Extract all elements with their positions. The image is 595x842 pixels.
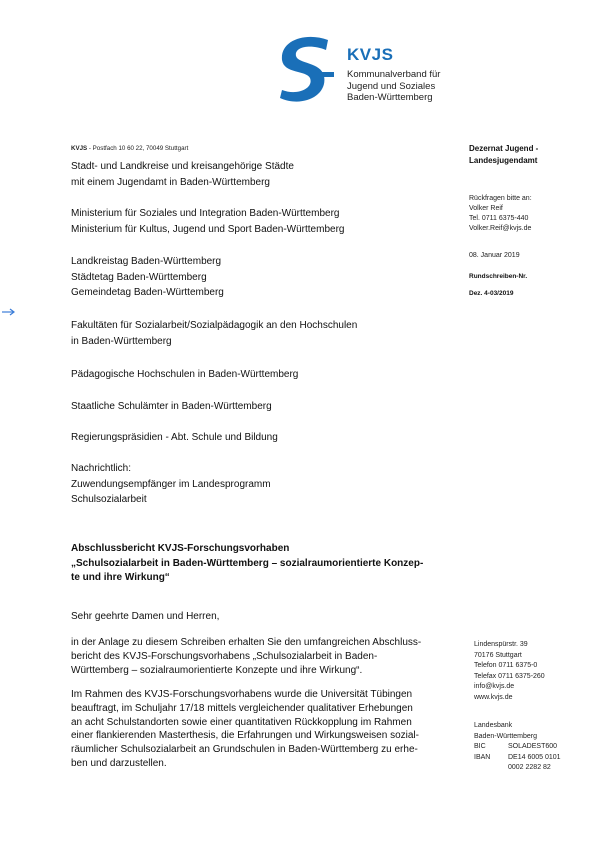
recipient-line: Ministerium für Soziales und Integration Baden-Württemberg — [71, 208, 340, 219]
fold-mark-arrow-icon — [2, 308, 16, 316]
brand-line-1: Kommunalverband für — [347, 69, 441, 80]
recipient-block-3 — [71, 254, 224, 301]
subject-line: te und ihre Wirkung“ — [71, 572, 170, 583]
recipient-line: Landkreistag Baden-Württemberg — [71, 256, 222, 267]
iban-value-1: DE14 6005 0101 — [508, 753, 561, 761]
circular-block — [469, 271, 527, 300]
org-address — [474, 640, 545, 703]
contact-phone: Tel. 0711 6375-440 — [469, 215, 529, 222]
recipient-line: Städtetag Baden-Württemberg — [71, 271, 207, 283]
recipient-line: Schulsozialarbeit — [71, 494, 147, 505]
brand-line-2: Jugend und Soziales — [347, 80, 436, 92]
body-line: Württemberg – sozialraumorientierte Konzepte und ihre Wirkung“. — [71, 664, 363, 676]
org-street: Lindenspürstr. 39 — [474, 641, 528, 648]
circular-label: Rundschreiben-Nr. — [469, 273, 528, 280]
iban-value-2: 0002 2282 82 — [508, 764, 551, 771]
recipient-block-7 — [71, 430, 278, 446]
department-line-2: Landesjugendamt — [469, 155, 538, 165]
sender-org: KVJS — [71, 145, 88, 152]
recipient-block-8 — [71, 461, 271, 508]
brand-name: KVJS — [347, 45, 394, 64]
kvjs-swoosh-logo-icon — [276, 34, 338, 104]
subject-line: Abschlussbericht KVJS-Forschungsvorhaben — [71, 543, 290, 554]
body-line: in der Anlage zu diesem Schreiben erhalten Sie den umfangreichen Abschluss- — [71, 637, 422, 648]
org-city: 70176 Stuttgart — [474, 651, 522, 659]
contact-email[interactable]: Volker.Reif@kvjs.de — [469, 225, 532, 232]
body-line: an acht Schulstandorten sowie einer quantitativen Rückkopplung im Rahmen — [71, 716, 412, 728]
recipient-line: Fakultäten für Sozialarbeit/Sozialpädagogik an den Hochschulen — [71, 320, 358, 331]
contact-block — [469, 194, 532, 234]
bank-name-2: Baden-Württemberg — [474, 732, 538, 740]
contact-label: Rückfragen bitte an: — [469, 195, 532, 202]
department — [469, 143, 538, 166]
iban-row — [474, 753, 561, 764]
body-line: bericht des KVJS-Forschungsvorhabens „Schulsozialarbeit in Baden- — [71, 650, 378, 662]
recipient-line: Zuwendungsempfänger im Landesprogramm — [71, 478, 271, 490]
circular-number: Dez. 4-03/2019 — [469, 290, 514, 297]
recipient-block-5 — [71, 367, 298, 383]
body-line: Im Rahmen des KVJS-Forschungsvorhabens wurde die Universität Tübingen — [71, 689, 413, 700]
recipient-line: Ministerium für Kultus, Jugend und Sport Baden-Württemberg — [71, 223, 345, 235]
org-phone: Telefon 0711 6375-0 — [474, 662, 538, 669]
body-paragraph-2 — [71, 688, 466, 771]
body-paragraph-1 — [71, 636, 466, 677]
department-line-1: Dezernat Jugend - — [469, 144, 539, 153]
body-line: ben und darzustellen. — [71, 757, 167, 769]
org-email[interactable]: info@kvjs.de — [474, 683, 515, 690]
contact-name: Volker Reif — [469, 205, 503, 212]
sender-line — [71, 145, 188, 152]
recipient-line: Gemeindetag Baden-Württemberg — [71, 287, 224, 298]
recipient-block-4 — [71, 318, 357, 349]
bic-row — [474, 742, 561, 753]
sender-address: - Postfach 10 60 22, 70049 Stuttgart — [87, 145, 189, 152]
bic-label: BIC — [474, 743, 486, 750]
body-line: beauftragt, im Schuljahr 17/18 mittels vergleichender qualitativer Erhebungen — [71, 702, 413, 714]
bank-details — [474, 721, 561, 774]
recipient-block-1 — [71, 159, 294, 190]
org-fax: Telefax 0711 6375-260 — [474, 672, 545, 680]
recipient-line: Nachrichtlich: — [71, 463, 132, 474]
letter-date: 08. Januar 2019 — [469, 252, 520, 259]
recipient-line: Stadt- und Landkreise und kreisangehörige Städte — [71, 161, 294, 172]
recipient-line: mit einem Jugendamt in Baden-Württemberg — [71, 176, 270, 188]
recipient-line: Pädagogische Hochschulen in Baden-Württemberg — [71, 369, 299, 380]
bank-name-1: Landesbank — [474, 722, 513, 729]
subject — [71, 542, 466, 586]
brand-line-3: Baden-Württemberg — [347, 92, 433, 103]
body-line: räumlicher Schulsozialarbeit an Grundschulen in Baden-Württemberg zu erhe- — [71, 744, 418, 756]
org-website[interactable]: www.kvjs.de — [474, 693, 513, 701]
iban-label: IBAN — [474, 753, 491, 761]
salutation: Sehr geehrte Damen und Herren, — [71, 611, 220, 622]
subject-line: „Schulsozialarbeit in Baden-Württemberg – sozialraumorientierte Konzep- — [71, 557, 424, 569]
recipient-block-6 — [71, 399, 272, 415]
recipient-line: Regierungspräsidien - Abt. Schule und Bildung — [71, 432, 278, 443]
body-line: einer flankierenden Masterthesis, die Erfahrungen und Wirkungsweisen sozial- — [71, 730, 419, 742]
recipient-line: Staatliche Schulämter in Baden-Württemberg — [71, 401, 272, 412]
kvjs-logo — [276, 34, 466, 106]
bic-value: SOLADEST600 — [508, 743, 558, 750]
recipient-line: in Baden-Württemberg — [71, 335, 172, 347]
recipient-block-2 — [71, 206, 344, 237]
